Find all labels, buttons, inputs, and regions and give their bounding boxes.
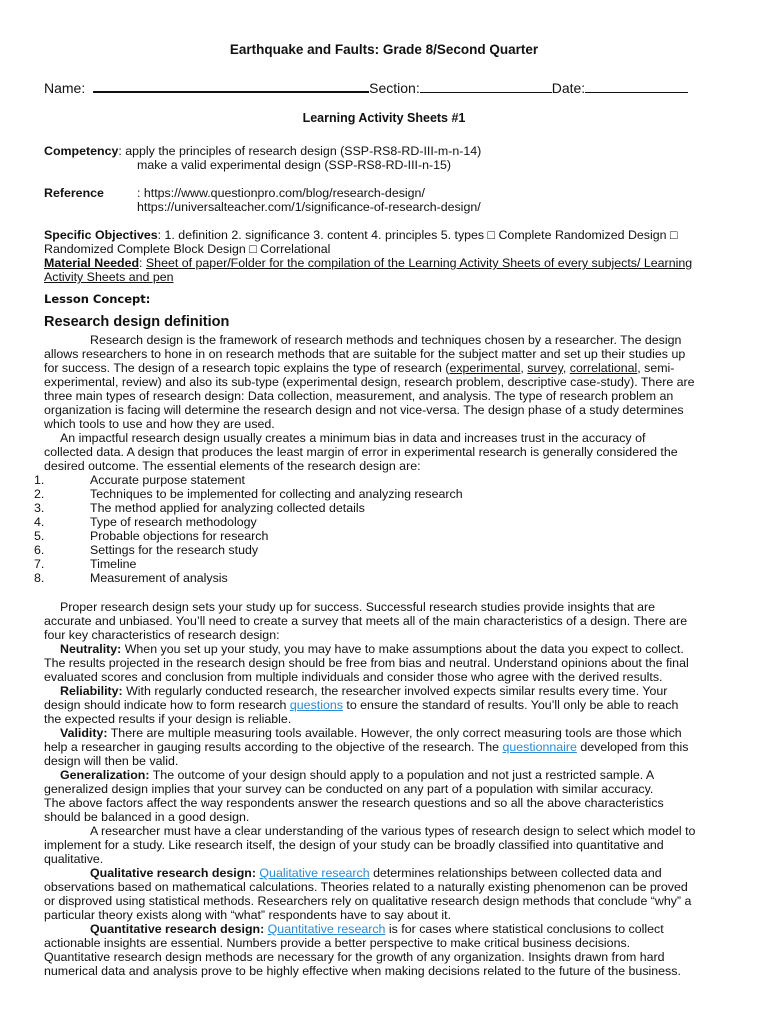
materials-label: Material Needed bbox=[44, 256, 140, 270]
list-number: 3. bbox=[34, 501, 45, 515]
list-number: 1. bbox=[34, 473, 45, 487]
questionnaire-link[interactable]: questionnaire bbox=[502, 740, 577, 754]
para2-line: collected data. A design that produces the least margin of error in experimental research is generally considered the bbox=[44, 445, 678, 459]
quantitative-label: Quantitative research design: bbox=[90, 922, 265, 936]
list-number: 4. bbox=[34, 515, 45, 529]
para1-line: Research design is the framework of research methods and techniques chosen by a researcher. The design bbox=[90, 333, 682, 347]
quantitative-line: Quantitative research design: Quantitative research is for cases where statistical conclusions to collect bbox=[90, 922, 664, 936]
reliability-line: Reliability: With regularly conducted research, the researcher involved expects similar results every time. Your bbox=[60, 684, 668, 698]
section-field[interactable] bbox=[420, 80, 552, 93]
document-title: Earthquake and Faults: Grade 8/Second Quarter bbox=[229, 42, 539, 57]
para1-line: for success. The design of a research topic explains the type of research (experimental, survey, correlational, semi- bbox=[44, 361, 675, 375]
validity-label: Validity: bbox=[60, 726, 108, 740]
materials-text-1: Sheet of paper/Folder for the compilation of the Learning Activity Sheets of every subjects/ Learning bbox=[145, 256, 693, 270]
reliability-line: design should indicate how to form research questions to ensure the standard of results. You’ll only be able to reach bbox=[44, 698, 679, 712]
competency-line-1 bbox=[44, 145, 481, 159]
list-item: Techniques to be implemented for collecting and analyzing research bbox=[90, 487, 463, 501]
quantitative-line: Quantitative research design methods are necessary for the growth of any organization. Insights drawn from hard bbox=[44, 950, 665, 964]
qualitative-line: Qualitative research design: Qualitative research determines relationships between collected data and bbox=[90, 866, 662, 880]
generalization-line: Generalization: The outcome of your design should apply to a population and not just a restricted sample. A bbox=[60, 768, 655, 782]
materials-line-2: Activity Sheets and pen bbox=[44, 270, 174, 284]
list-number: 7. bbox=[34, 557, 45, 571]
list-item: Measurement of analysis bbox=[90, 571, 228, 585]
generalization-label: Generalization: bbox=[60, 768, 150, 782]
competency-text-1: : apply the principles of research design (SSP-RS8-RD-III-m-n-14) bbox=[118, 144, 482, 158]
correlational-term: correlational bbox=[569, 361, 638, 375]
objectives-line-2: Randomized Complete Block Design □ Correlational bbox=[44, 242, 331, 256]
quantitative-research-link[interactable]: Quantitative research bbox=[267, 922, 386, 936]
objectives-text-1: : 1. definition 2. significance 3. content 4. principles 5. types □ Complete Randomized Design □ bbox=[157, 228, 678, 242]
qualitative-line: particular theory exists along with “what” respondents have to say about it. bbox=[44, 908, 452, 922]
qualitative-label: Qualitative research design: bbox=[90, 866, 256, 880]
para2-line: An impactful research design usually creates a minimum bias in data and increases trust in the accuracy of bbox=[60, 431, 646, 445]
para1-line: experimental, review) and also its sub-type (experimental design, research problem, descriptive case-study). There are bbox=[44, 375, 695, 389]
list-item: Timeline bbox=[90, 557, 137, 571]
lesson-concept-label: Lesson Concept: bbox=[44, 292, 151, 306]
experimental-term: experimental bbox=[449, 361, 521, 375]
list-item: Type of research methodology bbox=[90, 515, 257, 529]
para3-line: four key characteristics of research design: bbox=[44, 628, 280, 642]
date-field[interactable] bbox=[585, 80, 688, 93]
quantitative-line: actionable insights are essential. Numbers provide a better perspective to make critical business decisions. bbox=[44, 936, 631, 950]
list-number: 2. bbox=[34, 487, 45, 501]
para2-line: desired outcome. The essential elements of the research design are: bbox=[44, 459, 421, 473]
objectives-label: Specific Objectives bbox=[44, 228, 158, 242]
generalization-line: generalized design implies that your survey can be conducted on any part of a population with similar accuracy. bbox=[44, 782, 654, 796]
reliability-label: Reliability: bbox=[60, 684, 123, 698]
section-label: Section: bbox=[369, 80, 420, 96]
validity-line: help a researcher in gauging results according to the objective of the research. The questionnaire developed from this bbox=[44, 740, 689, 754]
reference-line-2: https://universalteacher.com/1/significance-of-research-design/ bbox=[137, 200, 481, 214]
reference-line-1: : https://www.questionpro.com/blog/research-design/ bbox=[137, 186, 425, 200]
validity-line: Validity: There are multiple measuring tools available. However, the only correct measuring tools are those which bbox=[60, 726, 682, 740]
list-number: 5. bbox=[34, 529, 45, 543]
student-info-line bbox=[44, 79, 688, 96]
competency-line-2: make a valid experimental design (SSP-RS8-RD-III-n-15) bbox=[137, 158, 452, 172]
para1-line: organization is facing will determine the research design and not vice-versa. The design phase of a study determines bbox=[44, 403, 684, 417]
generalization-line: The above factors affect the way respondents answer the research questions and so all the above characteristics bbox=[44, 796, 664, 810]
objectives-line-1 bbox=[44, 229, 677, 243]
name-field[interactable] bbox=[93, 79, 369, 93]
list-number: 6. bbox=[34, 543, 45, 557]
para1-line: allows researchers to hone in on research methods that are suitable for the subject matter and set up their studies up bbox=[44, 347, 686, 361]
para1-line: which tools to use and how they are used. bbox=[44, 417, 275, 431]
section-heading: Research design definition bbox=[44, 314, 230, 330]
qualitative-research-link[interactable]: Qualitative research bbox=[259, 866, 370, 880]
generalization-line: should be balanced in a good design. bbox=[44, 810, 250, 824]
materials-line-1: Material Needed: Sheet of paper/Folder for the compilation of the Learning Activity Sheets of every subjects/ Learning bbox=[44, 256, 693, 270]
list-item: The method applied for analyzing collected details bbox=[90, 501, 365, 515]
para3-line: accurate and unbiased. You’ll need to create a survey that meets all of the main characteristics of a design. There are bbox=[44, 614, 688, 628]
para4-line: qualitative. bbox=[44, 852, 104, 866]
reliability-line: the expected results if your design is reliable. bbox=[44, 712, 292, 726]
neutrality-label: Neutrality: bbox=[60, 642, 122, 656]
qualitative-line: or disproved using statistical methods. Researchers rely on qualitative research design methods that conclude “why” a bbox=[44, 894, 692, 908]
competency-label: Competency bbox=[44, 144, 119, 158]
survey-term: survey bbox=[527, 361, 563, 375]
para3-line: Proper research design sets your study up for success. Successful research studies provide insights that are bbox=[60, 600, 656, 614]
list-item: Settings for the research study bbox=[90, 543, 259, 557]
questions-link[interactable]: questions bbox=[289, 698, 343, 712]
list-item: Accurate purpose statement bbox=[90, 473, 245, 487]
list-number: 8. bbox=[34, 571, 45, 585]
sheet-title: Learning Activity Sheets #1 bbox=[302, 111, 466, 125]
name-label: Name: bbox=[44, 80, 86, 96]
neutrality-line: The results projected in the research design should be free from bias and neutral. Understand opinions about the final bbox=[44, 656, 689, 670]
para4-line: A researcher must have a clear understanding of the various types of research design to select which model to bbox=[90, 824, 696, 838]
qualitative-line: observations based on mathematical calculations. Theories related to a naturally existing phenomenon can be proved bbox=[44, 880, 688, 894]
para1-line: three main types of research design: Data collection, measurement, and analysis. The type of research problem an bbox=[44, 389, 674, 403]
reference-label: Reference bbox=[44, 186, 104, 200]
neutrality-line: Neutrality: When you set up your study, you may have to make assumptions about the data you expect to collect. bbox=[60, 642, 684, 656]
neutrality-line: evaluated scores and conclusion from multiple individuals and consider those who agree with the derived results. bbox=[44, 670, 663, 684]
quantitative-line: numerical data and analysis prove to be highly effective when making decisions related to the future of the business. bbox=[44, 964, 681, 978]
date-label: Date: bbox=[551, 80, 586, 96]
para4-line: implement for a study. Like research itself, the design of your study can be broadly classified into quantitative and bbox=[44, 838, 664, 852]
validity-line: design will then be valid. bbox=[44, 754, 179, 768]
list-item: Probable objections for research bbox=[90, 529, 269, 543]
